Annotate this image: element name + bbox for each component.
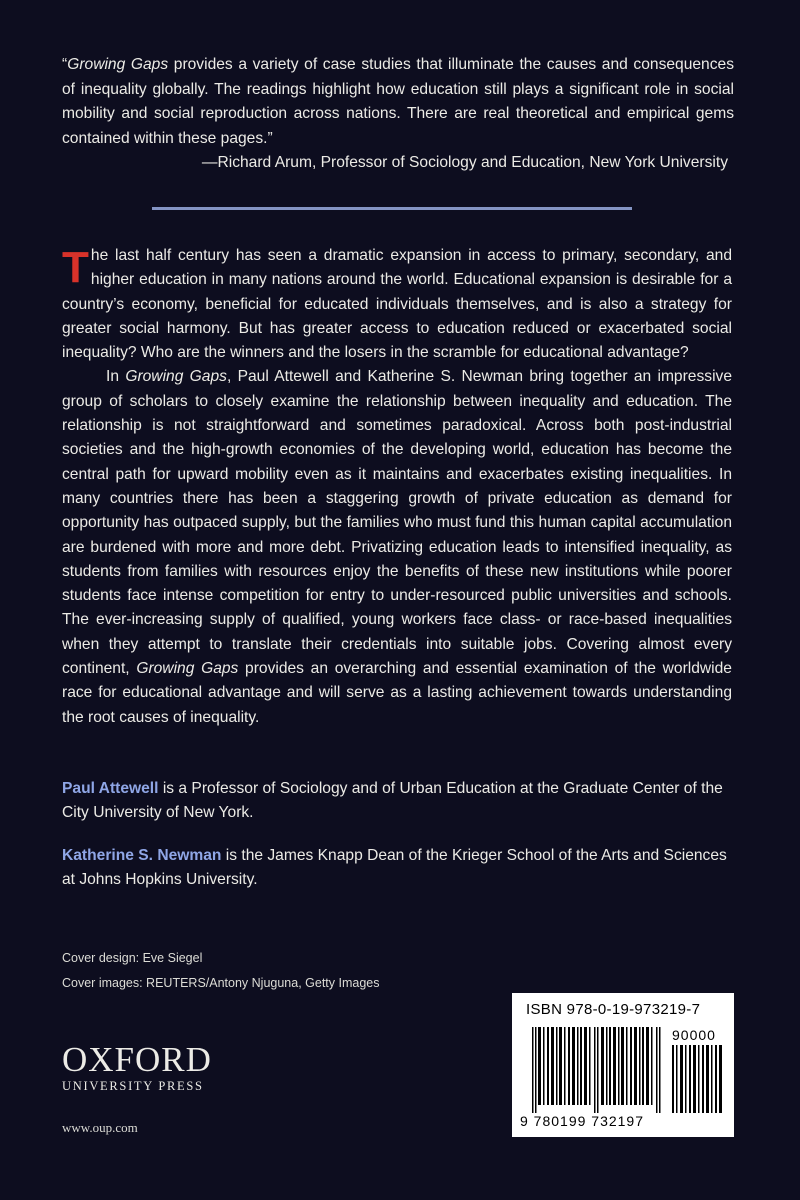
author-bio-text: is the James Knapp Dean of the Krieger School of the Arts and Sciences at Johns Hopkins University. <box>62 846 727 888</box>
barcode-addon-digits: 90000 <box>672 1027 716 1043</box>
quote-text <box>62 53 734 151</box>
author-bio <box>62 777 732 826</box>
quote-book-title: Growing Gaps <box>67 56 169 73</box>
quote-attribution: —Richard Arum, Professor of Sociology and Education, New York University <box>201 154 728 171</box>
author-name: Katherine S. Newman <box>62 846 222 864</box>
cover-credits <box>62 946 380 996</box>
addon-barcode <box>672 1045 724 1113</box>
cover-images-credit: Cover images: REUTERS/Antony Njuguna, Getty Images <box>62 976 380 990</box>
paragraph-2-book-title-2: Growing Gaps <box>136 660 239 678</box>
divider-rule <box>152 207 632 210</box>
ean-digits: 9 780199 732197 <box>520 1113 644 1129</box>
quote-open-mark: “ <box>62 56 68 73</box>
endorsement-quote <box>62 53 734 176</box>
isbn-barcode-panel <box>512 993 734 1137</box>
isbn-number: ISBN 978-0-19-973219-7 <box>526 1001 701 1018</box>
publisher-logo <box>62 1040 212 1094</box>
cover-design-credit: Cover design: Eve Siegel <box>62 951 203 965</box>
author-bio <box>62 844 732 893</box>
drop-cap: T <box>62 243 89 292</box>
author-name: Paul Attewell <box>62 780 159 797</box>
paragraph-2-end: provides an overarching and essential examination of the worldwide race for educational advantage and will serve as a lasting achievement towards understanding the root causes of inequality. <box>62 660 732 726</box>
publisher-name: OXFORD <box>62 1040 212 1079</box>
publisher-subtitle: UNIVERSITY PRESS <box>62 1079 204 1093</box>
quote-body: provides a variety of case studies that illuminate the causes and consequences of inequality globally. The readings highlight how education still plays a significant role in social mobility and social reproduction across nations. There are real theoretical and empirical gems contained within these pages.” <box>62 56 734 147</box>
description-paragraph-2 <box>62 365 732 729</box>
book-description <box>62 244 732 730</box>
author-bios <box>62 777 732 910</box>
paragraph-2-book-title: Growing Gaps <box>125 368 227 386</box>
description-paragraph-1 <box>62 244 732 365</box>
ean-barcode <box>532 1027 664 1113</box>
paragraph-2-text: , Paul Attewell and Katherine S. Newman bring together an impressive group of scholars to closely examine the relationship between inequality and education. The relationship is not straightforward and sometimes paradoxical. Across both post-industrial societies and the high-growth economies of the developing world, education has become the central path for upward mobility even as it maintains and exacerbates existing inequalities. In many countries there has been a staggering growth of private education as demand for opportunity has outpaced supply, but the families who must fund this human capital accumulation are burdened with more and more debt. Privatizing education leads to intensified inequality, as students from families with resources enjoy the benefits of these new institutions while poorer students face intense competition for entry to under-resourced public universities and schools. The ever-increasing supply of qualified, young workers face class- or race-based inequalities when they attempt to translate their credentials into suitable jobs. Covering almost every continent, <box>62 368 733 678</box>
publisher-website: www.oup.com <box>62 1120 138 1135</box>
paragraph-2-lead: In <box>106 368 126 386</box>
author-bio-text: is a Professor of Sociology and of Urban Education at the Graduate Center of the City University of New York. <box>62 780 723 822</box>
paragraph-1-text: he last half century has seen a dramatic expansion in access to primary, secondary, and higher education in many nations around the world. Educational expansion is desirable for a country’s economy, beneficial for educated individuals themselves, and is also a strategy for greater social harmony. But has greater access to education reduced or exacerbated social inequality? Who are the winners and the losers in the scramble for educational advantage? <box>62 247 732 362</box>
